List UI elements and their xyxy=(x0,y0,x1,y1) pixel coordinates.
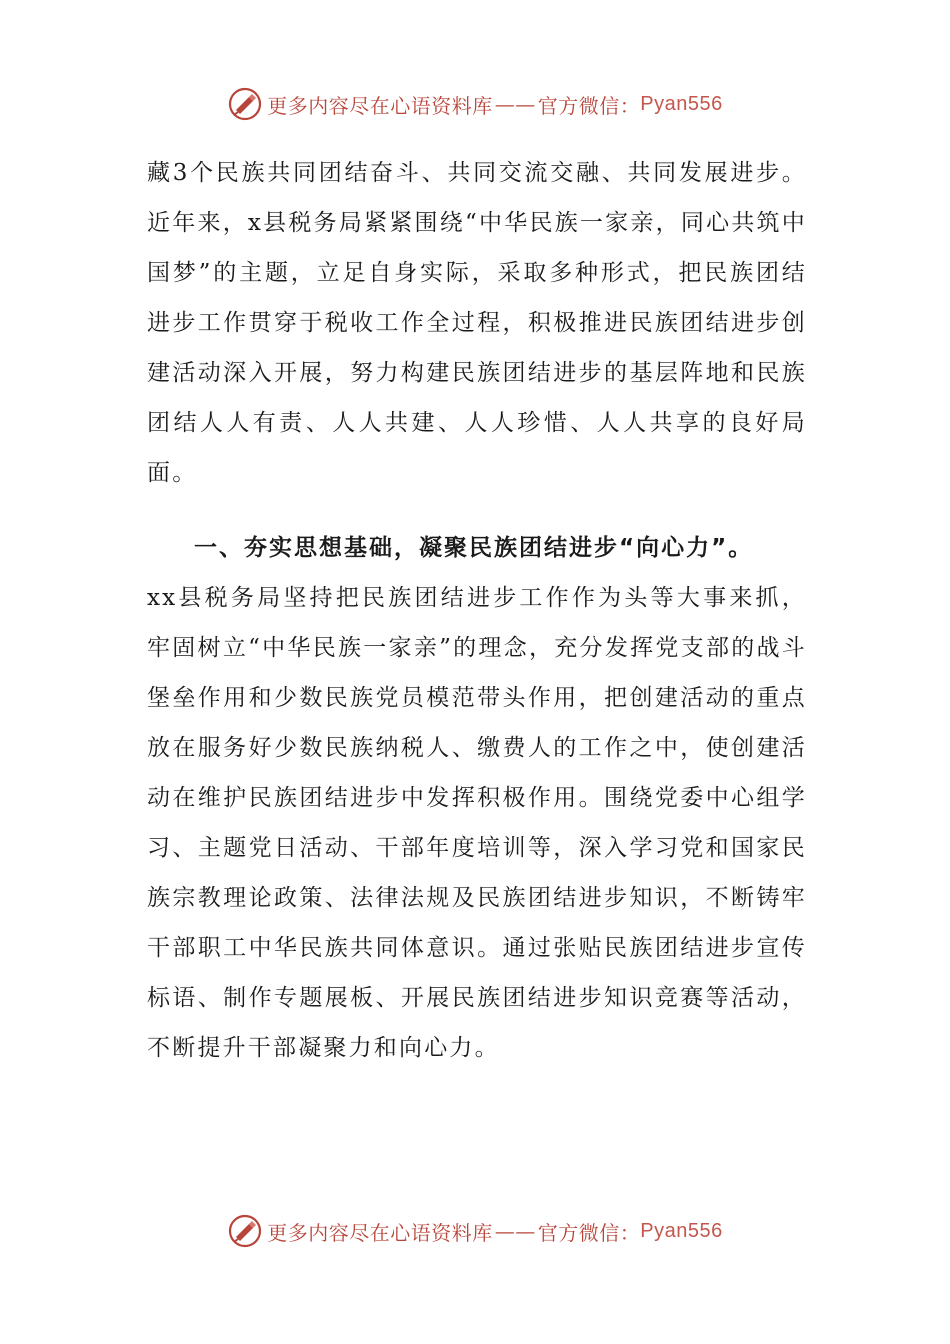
watermark-separator: —— xyxy=(494,1219,536,1243)
paragraph-1: 藏3个民族共同团结奋斗、共同交流交融、共同发展进步。近年来，x县税务局紧紧围绕“中华民族一家亲，同心共筑中国梦”的主题，立足自身实际，采取多种形式，把民族团结进步工作贯穿于税收工作全过程，积极推进民族团结进步创建活动深入开展，努力构建民族团结进步的基层阵地和民族团结人人有责、人人共建、人人珍惜、人人共享的良好局面。 xyxy=(147,160,807,486)
paragraph-2: xx县税务局坚持把民族团结进步工作作为头等大事来抓，牢固树立“中华民族一家亲”的理念，充分发挥党支部的战斗堡垒作用和少数民族党员模范带头作用，把创建活动的重点放在服务好少数民族纳税人、缴费人的工作之中，使创建活动在维护民族团结进步中发挥积极作用。围绕党委中心组学习、主题党日活动、干部年度培训等，深入学习党和国家民族宗教理论政策、法律法规及民族团结进步知识，不断铸牢干部职工中华民族共同体意识。通过张贴民族团结进步宣传标语、制作专题展板、开展民族团结进步知识竞赛等活动，不断提升干部凝聚力和向心力。 xyxy=(147,585,807,1061)
pen-seal-icon xyxy=(227,86,263,122)
watermark-separator: —— xyxy=(494,92,536,116)
watermark-footer xyxy=(0,1213,950,1249)
watermark-label: 官方微信： xyxy=(537,93,641,118)
watermark-header xyxy=(0,86,950,122)
document-body xyxy=(147,148,807,1073)
watermark-account: Pyan556 xyxy=(640,1219,723,1242)
section-heading-1: 一、夯实思想基础，凝聚民族团结进步“向心力”。 xyxy=(194,535,754,561)
pen-seal-icon xyxy=(227,1213,263,1249)
watermark-text: 更多内容尽在心语资料库 xyxy=(267,1220,493,1245)
watermark-label: 官方微信： xyxy=(537,1220,641,1245)
watermark-account: Pyan556 xyxy=(640,92,723,115)
watermark-text: 更多内容尽在心语资料库 xyxy=(267,93,493,118)
